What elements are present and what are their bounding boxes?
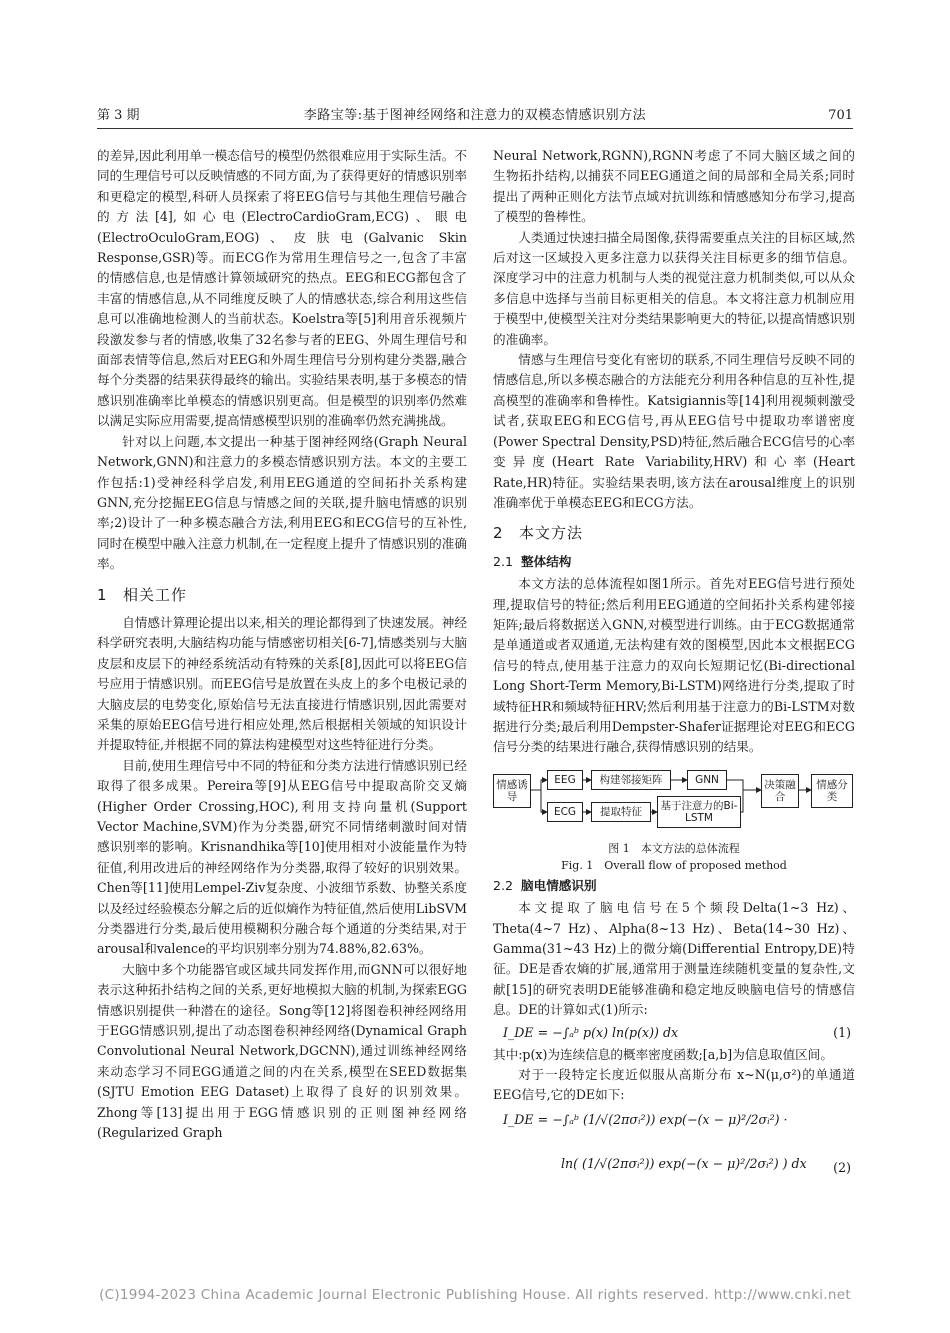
- subsection-number: 2.2: [493, 877, 514, 893]
- paragraph: 针对以上问题,本文提出一种基于图神经网络(Graph Neural Network,GNN)和注意力的多模态情感识别方法。本文的主要工作包括:1)受神经科学启发,利用EEG通道的空间拓扑关系构建GNN,充分挖掘EEG信息与情感之间的关联,提升脑电情感的识别率;2)设计了一种多模态融合方法,利用EEG和ECG信号的互补性,同时在模型中融入注意力机制,在一定程度上提升了情感识别的准确率。: [97, 433, 467, 572]
- section-title: 本文方法: [519, 524, 584, 543]
- box-emotion-induction: 情感诱导: [493, 774, 531, 808]
- box-extract-features: 提取特征: [591, 802, 651, 822]
- caption-cn: 图 1 本文方法的总体流程: [608, 841, 740, 855]
- paragraph: 人类通过快速扫描全局图像,获得需要重点关注的目标区域,然后对这一区域投入更多注意力以获得关注目标更多的细节信息。深度学习中的注意力机制与人类的视觉注意力机制类似,可以从众多信息中选择与当前目标更相关的信息。本文将注意力机制应用于模型中,使模型关注对分类结果影响更大的特征,以提高情感识别的准确率。: [493, 229, 855, 347]
- page-header: [97, 104, 853, 129]
- box-eeg: EEG: [547, 770, 583, 790]
- paragraph: 本文方法的总体流程如图1所示。首先对EEG信号进行预处理,提取信号的特征;然后利用EEG通道的空间拓扑关系构建邻接矩阵;最后将数据送入GNN,对模型进行训练。由于ECG数据通常是单通道或者双通道,无法构建有效的图模型,因此本文根据ECG信号的特点,使用基于注意力的双向长短期记忆(Bi-directional Long Short-Term Memory,Bi-LSTM)网络进行分类,提取了时域特征HR和频域特征HRV;然后利用基于注意力的Bi-LSTM对数据进行分类;最后利用Dempster-Shafer证据理论对EEG和ECG信号分类的结果进行融合,获得情感识别的结果。: [493, 576, 855, 755]
- right-column: [493, 146, 855, 1190]
- paragraph: Neural Network,RGNN),RGNN考虑了不同大脑区域之间的生物拓扑结构,以捕获不同EEG通道之间的局部和全局关系;同时提出了两种正则化方法节点域对抗训练和情感感知分布学习,提高了模型的鲁棒性。: [493, 148, 855, 225]
- box-adjacency-matrix: 构建邻接矩阵: [591, 770, 671, 790]
- equation-number: (1): [833, 1024, 851, 1040]
- equation-number: (2): [833, 1159, 851, 1175]
- subsection-title: 整体结构: [521, 553, 572, 569]
- paragraph: 自情感计算理论提出以来,相关的理论都得到了快速发展。神经科学研究表明,大脑结构功能与情感密切相关[6-7],情感类别与大脑皮层和皮层下的神经系统活动有特殊的关系[8],因此可以将EEG信号应用于情感识别。而EEG信号是放置在头皮上的多个电极记录的大脑皮层的电势变化,原始信号无法直接进行情感识别,因此需要对采集的原始EEG信号进行相应处理,然后根据相关领域的知识设计并提取特征,并根据不同的算法构建模型对这些特征进行分类。: [97, 614, 467, 753]
- equation-body: I_DE = −∫ₐᵇ p(x) ln(p(x)) dx: [503, 1024, 679, 1040]
- caption-en: Fig. 1 Overall flow of proposed method: [561, 858, 787, 872]
- paragraph: 对于一段特定长度近似服从高斯分布 x~N(μ,σ²)的单通道EEG信号,它的DE如下:: [493, 1067, 855, 1103]
- box-attention-bilstm: 基于注意力的Bi-LSTM: [657, 796, 741, 828]
- paragraph: 本文提取了脑电信号在5个频段Delta(1~3 Hz)、Theta(4~7 Hz)、Alpha(8~13 Hz)、Beta(14~30 Hz)、Gamma(31~43 Hz)上的微分熵(Differential Entropy,DE)特征。DE是香农熵的扩展,通常用于测量连续随机变量的复杂性,文献[15]的研究表明DE能够准确和稳定地反映脑电信号的情感信息。DE的计算如式(1)所示:: [493, 900, 855, 1018]
- subsection-heading-2-2: [493, 876, 855, 896]
- section-number: 2: [493, 524, 504, 543]
- box-emotion-classification: 情感分类: [811, 774, 853, 808]
- section-title: 相关工作: [123, 585, 188, 604]
- box-decision-fusion: 决策融合: [761, 774, 799, 808]
- box-ecg: ECG: [547, 802, 583, 822]
- copyright-footer: (C)1994-2023 China Academic Journal Electronic Publishing House. All rights reserved. http://www.cnki.net: [99, 1287, 851, 1303]
- paragraph: 其中:p(x)为连续信息的概率密度函数;[a,b]为信息取值区间。: [493, 1046, 833, 1062]
- equation-line: I_DE = −∫ₐᵇ (1/√(2πσᵢ²)) exp(−(x − μ)²/2σᵢ²) ·: [503, 1111, 788, 1127]
- equation-1: [493, 1021, 855, 1045]
- flow-diagram: [493, 766, 855, 836]
- paragraph: 情感与生理信号变化有密切的联系,不同生理信号反映不同的情感信息,所以多模态融合的方法能充分利用各种信息的互补性,提高模型的准确率和鲁棒性。Katsigiannis等[14]利用视频刺激受试者,获取EEG和ECG信号,再从EEG信号中提取功率谱密度(Power Spectral Density,PSD)特征,然后融合ECG信号的心率变异度(Heart Rate Variability,HRV)和心率(Heart Rate,HR)特征。实验结果表明,该方法在arousal维度上的识别准确率优于单模态EEG和ECG方法。: [493, 352, 855, 510]
- left-column: [97, 146, 467, 1144]
- section-heading-1: [97, 585, 467, 605]
- subsection-number: 2.1: [493, 553, 514, 569]
- figure-caption: [493, 840, 855, 874]
- issue-label: 第 3 期: [97, 108, 140, 123]
- section-heading-2: [493, 523, 855, 543]
- page-number: 701: [828, 108, 853, 123]
- paragraph: 目前,使用生理信号中不同的特征和分类方法进行情感识别已经取得了很多成果。Pereira等[9]从EEG信号中提取高阶交叉熵(Higher Order Crossing,HOC),利用支持向量机(Support Vector Machine,SVM)作为分类器,研究不同情绪刺激时间对情感识别率的影响。Krisnandhika等[10]使用相对小波能量作为特征值,利用改进后的神经网络作为分类器,取得了较好的识别效果。Chen等[11]使用Lempel-Ziv复杂度、小波细节系数、协整关系度以及经过经验模态分解之后的近似熵作为特征值,然后使用LibSVM分类器进行分类,最后使用模糊积分融合每个通道的分类结果,对于arousal和valence的平均识别率分别为74.88%,82.63%。: [97, 757, 467, 957]
- subsection-heading-2-1: [493, 552, 855, 572]
- paragraph: 大脑中多个功能器官或区域共同发挥作用,而GNN可以很好地表示这种拓扑结构之间的关系,更好地模拟大脑的机制,为探索EGG情感识别提供一种潜在的途径。Song等[12]将图卷积神经网络用于EGG情感识别,提出了动态图卷积神经网络(Dynamical Graph Convolutional Neural Network,DGCNN),通过训练神经网络来动态学习不同EGG通道之间的内在关系,模型在SEED数据集(SJTU Emotion EEG Dataset)上取得了良好的识别效果。Zhong等[13]提出用于EGG情感识别的正则图神经网络(Regularized Graph: [97, 961, 467, 1141]
- paragraph: 的差异,因此利用单一模态信号的模型仍然很难应用于实际生活。不同的生理信号可以反映情感的不同方面,为了获得更好的情感识别率和更稳定的模型,科研人员探索了将EEG信号与其他生理信号融合的方法[4],如心电(ElectroCardioGram,ECG)、眼电(ElectroOculoGram,EOG)、皮肤电(Galvanic Skin Response,GSR)等。而ECG作为常用生理信号之一,包含了丰富的情感信息,也是情感计算领域研究的热点。EEG和ECG都包含了丰富的情感信息,从不同维度反映了人的情感状态,综合利用这些信息可以准确地检测人的当前状态。Koelstra等[5]利用音乐视频片段激发参与者的情感,收集了32名参与者的EEG、外周生理信号和面部表情等信息,然后对EEG和外周生理信号分别构建分类器,融合每个分类器的结果获得最终的输出。实验结果表明,基于多模态的情感识别准确率比单模态的情感识别更高。但是模型的识别率仍然难以满足实际应用需要,提高情感模型识别的准确率仍然充满挑战。: [97, 148, 467, 429]
- box-gnn: GNN: [687, 770, 727, 790]
- subsection-title: 脑电情感识别: [521, 877, 597, 893]
- section-number: 1: [97, 585, 108, 604]
- running-title: 李路宝等:基于图神经网络和注意力的双模态情感识别方法: [303, 108, 647, 123]
- equation-2: [493, 1106, 855, 1190]
- equation-line: ln( (1/√(2πσᵢ²)) exp(−(x − μ)²/2σᵢ²) ) dx: [561, 1155, 807, 1171]
